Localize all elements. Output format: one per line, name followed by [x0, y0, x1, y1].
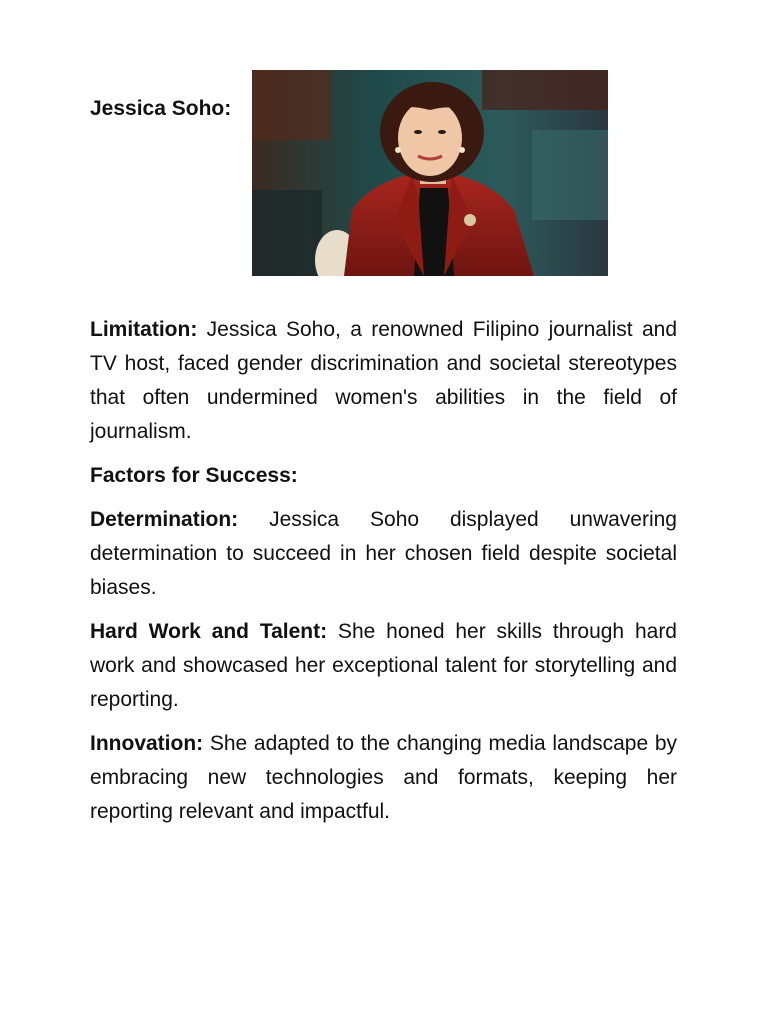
limitation-label: Limitation: [90, 318, 198, 341]
portrait-photo [252, 70, 608, 276]
limitation-paragraph [90, 313, 677, 449]
factor-label: Hard Work and Talent: [90, 620, 328, 643]
person-name-heading: Jessica Soho: [90, 97, 232, 120]
factor-text: She adapted to the changing media landscape by embracing new technologies and formats, keeping her reporting relevant and impactful. [90, 732, 677, 823]
factor-label: Innovation: [90, 732, 204, 755]
factors-heading [90, 459, 677, 493]
factor-innovation [90, 727, 677, 829]
factors-heading-label: Factors for Success: [90, 464, 298, 487]
article-body [90, 313, 677, 839]
factor-text: Jessica Soho displayed unwavering determination to succeed in her chosen field despite societal biases. [90, 508, 677, 599]
factor-hard-work [90, 615, 677, 717]
factor-determination [90, 503, 677, 605]
limitation-text: Jessica Soho, a renowned Filipino journalist and TV host, faced gender discrimination and societal stereotypes that often undermined women's abilities in the field of journalism. [90, 318, 677, 443]
factor-text: She honed her skills through hard work and showcased her exceptional talent for storytelling and reporting. [90, 620, 677, 711]
factor-label: Determination: [90, 508, 239, 531]
